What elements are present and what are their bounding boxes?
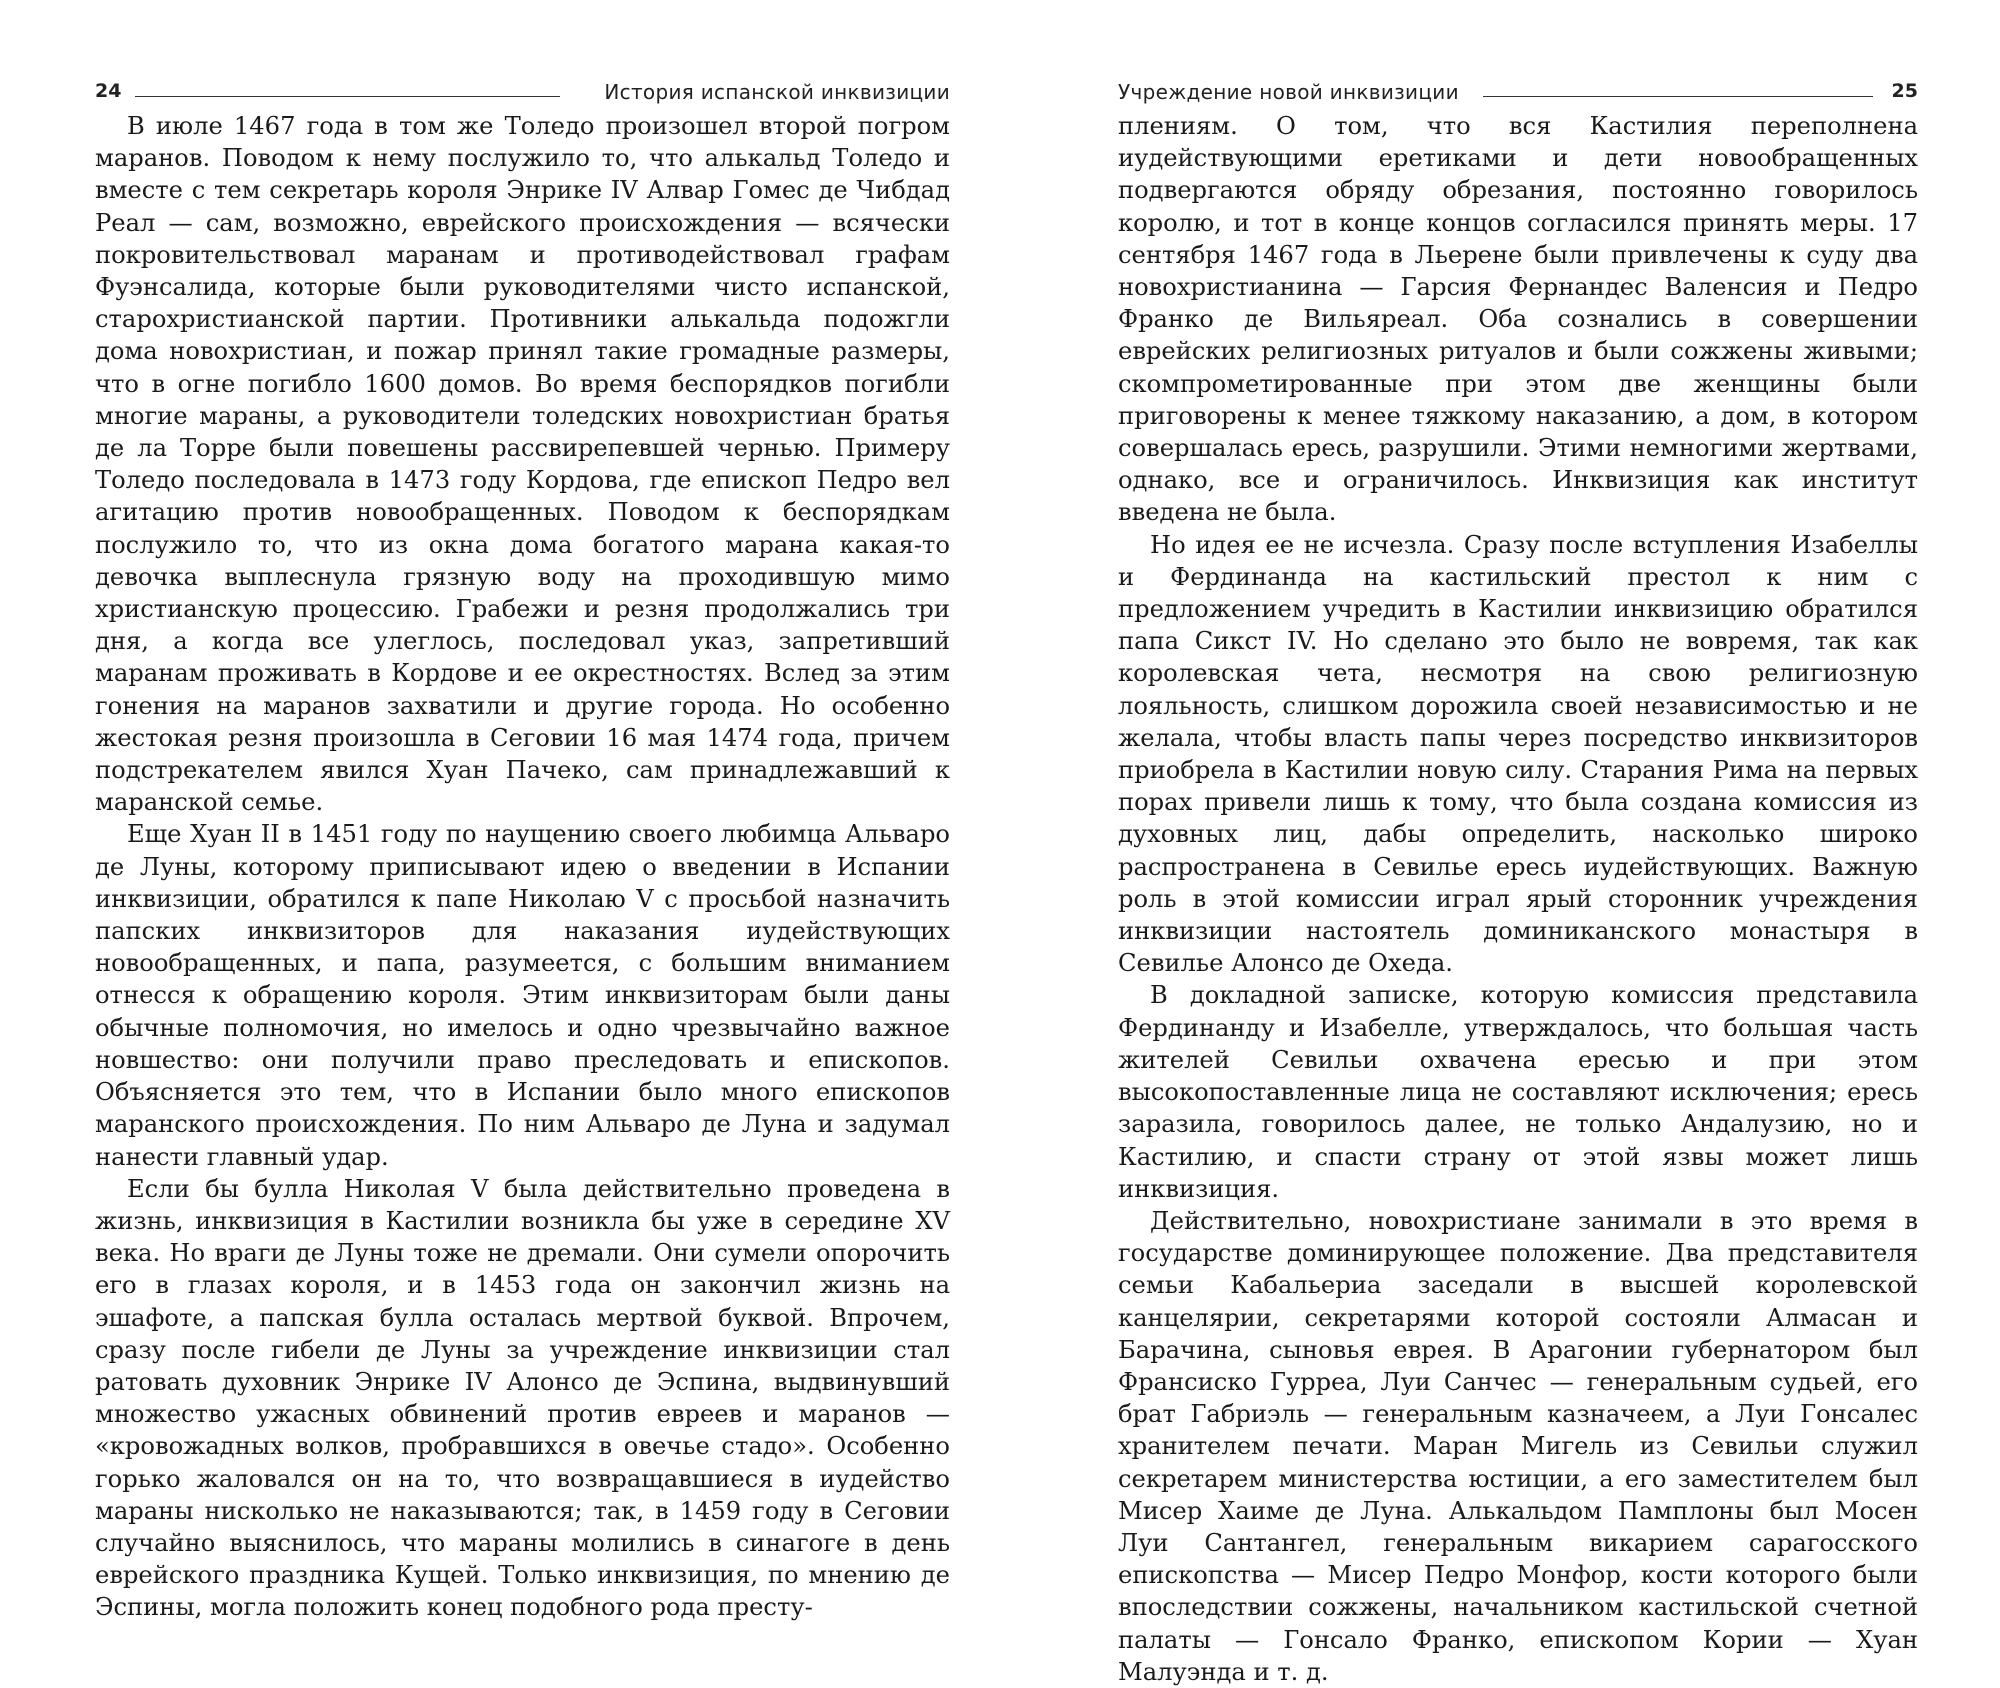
left-running-head xyxy=(95,80,950,108)
right-running-title: Учреждение новой инквизиции xyxy=(1118,80,1459,104)
left-page-text xyxy=(95,110,950,1624)
right-paragraph-2: Но идея ее не исчезла. Сразу после вступления Изабеллы и Фердинанда на кастильский престол к ним с предложением учредить в Кастилии инквизицию обратился папа Сикст IV. Но сделано это было не вовремя, так как королевская чета, несмотря на свою религиозную лояльность, слишком дорожила своей независимостью и не желала, чтобы власть папы через посредство инквизиторов приобрела в Кастилии новую силу. Старания Рима на первых порах привели лишь к тому, что была создана комиссия из духовных лиц, дабы определить, насколько широко распространена в Севилье ересь иудействующих. Важную роль в этой комиссии играл ярый сторонник учреждения инквизиции настоятель доминиканского монастыря в Севилье Алонсо де Охеда. xyxy=(1118,530,1918,978)
right-running-head xyxy=(1118,80,1918,108)
right-paragraph-4: Действительно, новохристиане занимали в это время в государстве доминирующее положение. Два представителя семьи Кабальериа заседали в высшей королевской канцелярии, секретарями которой состояли Алмасан и Барачина, сыновья еврея. В Арагонии губернатором был Франсиско Гурреа, Луи Санчес — генеральным судьей, его брат Габриэль — генеральным казначеем, а Луи Гонсалес хранителем печати. Маран Мигель из Севильи служил секретарем министерства юстиции, а его заместителем был Мисер Хаиме де Луна. Алькальдом Памплоны был Мосен Луи Сантангел, генеральным викарием сарагосского епископства — Мисер Педро Монфор, кости которого были впоследствии сожжены, начальником кастильской счетной палаты — Гонсало Франко, епископом Кории — Хуан Малуэнда и т. д. xyxy=(1118,1206,1918,1686)
right-page xyxy=(1118,0,1918,1686)
right-page-number: 25 xyxy=(1891,80,1918,102)
right-page-text xyxy=(1118,110,1918,1688)
left-page-number: 24 xyxy=(95,80,122,102)
right-paragraph-3: В докладной записке, которую комиссия представила Фердинанду и Изабелле, утверждалось, что большая часть жителей Севильи охвачена ересью и при этом высокопоставленные лица не составляют исключения; ересь заразила, говорилось далее, не только Андалузию, но и Кастилию, и спасти страну от этой язвы может лишь инквизиция. xyxy=(1118,981,1918,1203)
left-header-rule xyxy=(135,96,560,97)
left-paragraph-2: Еще Хуан II в 1451 году по наущению своего любимца Альваро де Луны, которому приписывают идею о введении в Испании инквизиции, обратился к папе Николаю V с просьбой назначить папских инквизиторов для наказания иудействующих новообращенных, и папа, разумеется, с большим вниманием отнесся к обращению короля. Этим инквизиторам были даны обычные полномочия, но имелось и одно чрезвычайно важное новшество: они получили право преследовать и епископов. Объясняется это тем, что в Испании было много епископов маранского происхождения. По ним Альваро де Луна и задумал нанести главный удар. xyxy=(95,820,950,1171)
left-paragraph-3: Если бы булла Николая V была действительно проведена в жизнь, инквизиция в Кастилии возникла бы уже в середине XV века. Но враги де Луны тоже не дремали. Они сумели опорочить его в глазах короля, и в 1453 года он закончил жизнь на эшафоте, а папская булла осталась мертвой буквой. Впрочем, сразу после гибели де Луны за учреждение инквизиции стал ратовать духовник Энрике IV Алонсо де Эспина, выдвинувший множество ужасных обвинений против евреев и маранов — «кровожадных волков, пробравшихся в овечье стадо». Особенно горько жаловался он на то, что возвращавшиеся в иудейство мараны нисколько не наказываются; так, в 1459 году в Сеговии случайно выяснилось, что мараны молились в синагоге в день еврейского праздника Кущей. Только инквизиция, по мнению де Эспины, могла положить конец подобного рода престу- xyxy=(95,1174,950,1622)
left-page xyxy=(95,0,950,1622)
right-paragraph-1: плениям. О том, что вся Кастилия переполнена иудействующими еретиками и дети новообращенных подвергаются обряду обрезания, постоянно говорилось королю, и тот в конце концов согласился принять меры. 17 сентября 1467 года в Льерене были привлечены к суду два новохристианина — Гарсия Фернандес Валенсия и Педро Франко де Вильяреал. Оба сознались в совершении еврейских религиозных ритуалов и были сожжены живыми; скомпрометированные при этом две женщины были приговорены к менее тяжкому наказанию, а дом, в котором совершалась ересь, разрушили. Этими немногими жертвами, однако, все и ограничилось. Инквизиция как институт введена не была. xyxy=(1118,112,1918,527)
left-running-title: История испанской инквизиции xyxy=(604,80,950,104)
left-paragraph-1: В июле 1467 года в том же Толедо произошел второй погром маранов. Поводом к нему послужило то, что алькальд Толедо и вместе с тем секретарь короля Энрике IV Алвар Гомес де Чибдад Реал — сам, возможно, еврейского происхождения — всячески покровительствовал маранам и противодействовал графам Фуэнсалида, которые были руководителями чисто испанской, старохристианской партии. Противники алькальда подожгли дома новохристиан, и пожар принял такие громадные размеры, что в огне погибло 1600 домов. Во время беспорядков погибли многие мараны, а руководители толедских новохристиан братья де ла Торре были повешены рассвирепевшей чернью. Примеру Толедо последовала в 1473 году Кордова, где епископ Педро вел агитацию против новообращенных. Поводом к беспорядкам послужило то, что из окна дома богатого марана какая-то девочка выплеснула грязную воду на проходившую мимо христианскую процессию. Грабежи и резня продолжались три дня, а когда все улеглось, последовал указ, запретивший маранам проживать в Кордове и ее окрестностях. Вслед за этим гонения на маранов захватили и другие города. Но особенно жестокая резня произошла в Сеговии 16 мая 1474 года, причем подстрекателем явился Хуан Пачеко, сам принадлежавший к маранской семье. xyxy=(95,112,950,817)
right-header-rule xyxy=(1483,96,1873,97)
